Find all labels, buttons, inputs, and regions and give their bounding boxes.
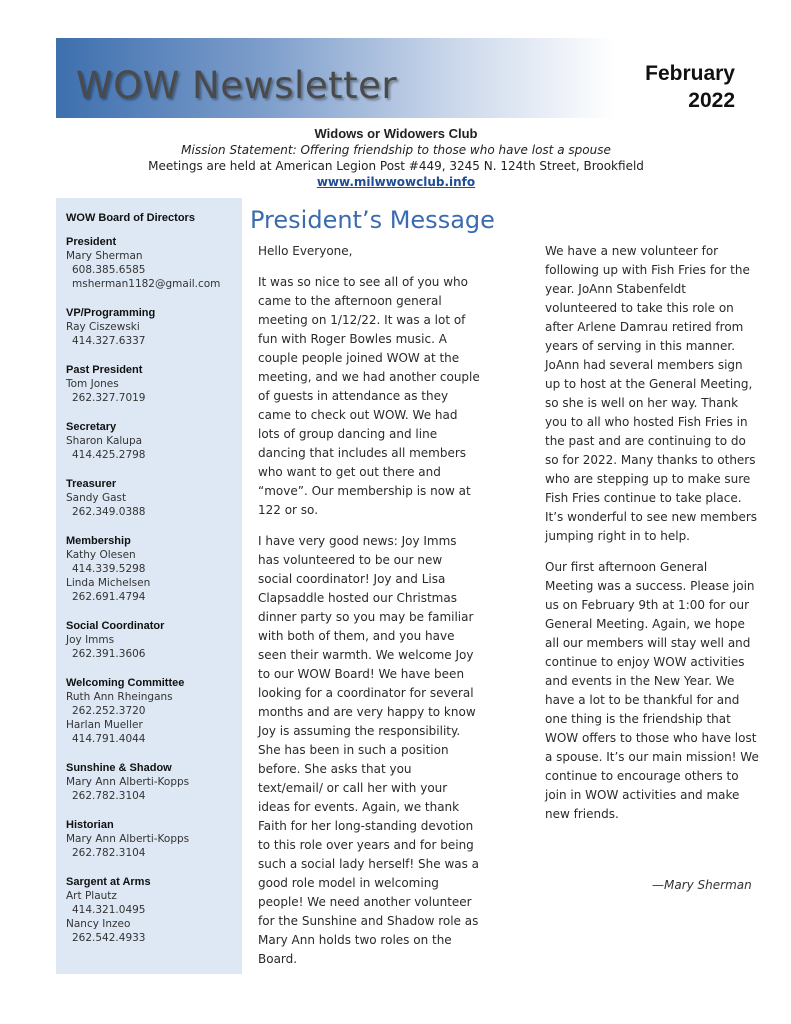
- issue-month: February: [645, 62, 735, 85]
- role-title: Historian: [66, 819, 114, 831]
- member-name: Sandy Gast: [66, 492, 127, 504]
- member-phone: 262.391.3606: [72, 648, 146, 660]
- member-name: Art Plautz: [66, 890, 117, 902]
- member-name: Mary Ann Alberti-Kopps: [66, 833, 190, 845]
- issue-year: 2022: [688, 89, 735, 112]
- board-role: [66, 676, 242, 746]
- member-name: Nancy Inzeo: [66, 918, 131, 930]
- member-phone: 262.782.3104: [72, 790, 146, 802]
- mission-statement: Mission Statement: Offering friendship to those who have lost a spouse: [181, 143, 611, 157]
- board-role: [66, 363, 242, 405]
- member-phone: 414.425.2798: [72, 449, 146, 461]
- website-link[interactable]: www.milwwowclub.info: [316, 175, 476, 189]
- title-banner: [56, 38, 616, 118]
- member-name: Mary Ann Alberti-Kopps: [66, 776, 190, 788]
- message-signature: —Mary Sherman: [652, 878, 752, 892]
- role-title: Treasurer: [66, 478, 117, 490]
- member-name: Sharon Kalupa: [66, 435, 143, 447]
- member-phone: 262.252.3720: [72, 705, 146, 717]
- club-name: Widows or Widowers Club: [314, 126, 478, 141]
- message-greeting: Hello Everyone,: [258, 244, 353, 258]
- role-title: Sunshine & Shadow: [66, 762, 172, 774]
- message-paragraph: It was so nice to see all of you who came to the afternoon general meeting on 1/12/22. It was a lot of fun with Roger Bowles music. A couple people joined WOW at the meeting, and we had another couple of guests in attendance as they came to check out WOW. We had lots of group dancing and line dancing that includes all members who want to get out there and “move”. Our membership is now at 122 or so.: [258, 275, 480, 517]
- board-role: [66, 235, 242, 291]
- role-title: Secretary: [66, 421, 117, 433]
- role-title: Membership: [66, 535, 131, 547]
- board-role: [66, 818, 242, 860]
- role-title: Social Coordinator: [66, 620, 165, 632]
- member-phone: 414.327.6337: [72, 335, 146, 347]
- board-role: [66, 420, 242, 462]
- member-phone: 262.782.3104: [72, 847, 146, 859]
- member-phone: 414.321.0495: [72, 904, 146, 916]
- member-phone: 262.349.0388: [72, 506, 146, 518]
- member-phone: 414.791.4044: [72, 733, 146, 745]
- member-phone: 262.691.4794: [72, 591, 146, 603]
- member-phone: 414.339.5298: [72, 563, 146, 575]
- role-title: Sargent at Arms: [66, 876, 151, 888]
- member-name: Tom Jones: [66, 378, 119, 390]
- member-phone: 608.385.6585: [72, 264, 146, 276]
- board-role: [66, 534, 242, 604]
- board-role: [66, 477, 242, 519]
- member-name: Ray Ciszewski: [66, 321, 140, 333]
- member-name: Kathy Olesen: [66, 549, 136, 561]
- issue-date: [645, 60, 735, 114]
- board-role: [66, 875, 242, 945]
- board-role: [66, 761, 242, 803]
- role-title: Welcoming Committee: [66, 677, 185, 689]
- board-sidebar: [56, 198, 242, 974]
- presidents-message-heading: President’s Message: [250, 206, 495, 234]
- message-paragraph: Our first afternoon General Meeting was a success. Please join us on February 9th at 1:00 for our General Meeting. Again, we hope all our members will stay well and continue to enjoy WOW activities and events in the New Year. We have a lot to be thankful for and one thing is the friendship that WOW offers to those who have lost a spouse. It’s our main mission! We continue to encourage others to join in WOW activities and make new friends.: [545, 560, 759, 821]
- board-title: WOW Board of Directors: [66, 212, 195, 224]
- role-title: Past President: [66, 364, 143, 376]
- message-paragraph: I have very good news: Joy Imms has volunteered to be our new social coordinator! Joy and Lisa Clapsaddle hosted our Christmas dinner party so you may be familiar with both of them, and you have seen their warmth. We welcome Joy to our WOW Board! We have been looking for a coordinator for several months and are very happy to know Joy is assuming the responsibility. She has been in such a position before. She asks that you text/email/ or call her with your ideas for events. Again, we thank Faith for her long-standing devotion to this role over years and for being such a social lady herself! She was a good role model in welcoming people! We need another volunteer for the Sunshine and Shadow role as Mary Ann holds two roles on the Board.: [258, 534, 480, 966]
- message-column-right: [545, 242, 759, 836]
- newsletter-title: WOW Newsletter: [76, 64, 398, 107]
- board-role: [66, 619, 242, 661]
- club-info: [56, 126, 736, 190]
- member-name: Linda Michelsen: [66, 577, 151, 589]
- meeting-location: Meetings are held at American Legion Post #449, 3245 N. 124th Street, Brookfield: [148, 159, 644, 173]
- board-role: [66, 306, 242, 348]
- message-column-left: [258, 242, 480, 981]
- role-title: President: [66, 236, 117, 248]
- message-paragraph: We have a new volunteer for following up with Fish Fries for the year. JoAnn Stabenfeldt volunteered to take this role on after Arlene Damrau retired from years of serving in this manner. JoAnn had several members sign up to host at the General Meeting, so she is well on her way. Thank you to all who hosted Fish Fries in the past and are continuing to do so for 2022. Many thanks to others who are stepping up to make sure Fish Fries continue to take place. It’s wonderful to see new members jumping right in to help.: [545, 244, 758, 543]
- member-email[interactable]: msherman1182@gmail.com: [72, 278, 221, 290]
- member-phone: 262.327.7019: [72, 392, 146, 404]
- member-name: Ruth Ann Rheingans: [66, 691, 173, 703]
- member-name: Harlan Mueller: [66, 719, 143, 731]
- member-phone: 262.542.4933: [72, 932, 146, 944]
- role-title: VP/Programming: [66, 307, 156, 319]
- member-name: Mary Sherman: [66, 250, 143, 262]
- member-name: Joy Imms: [66, 634, 115, 646]
